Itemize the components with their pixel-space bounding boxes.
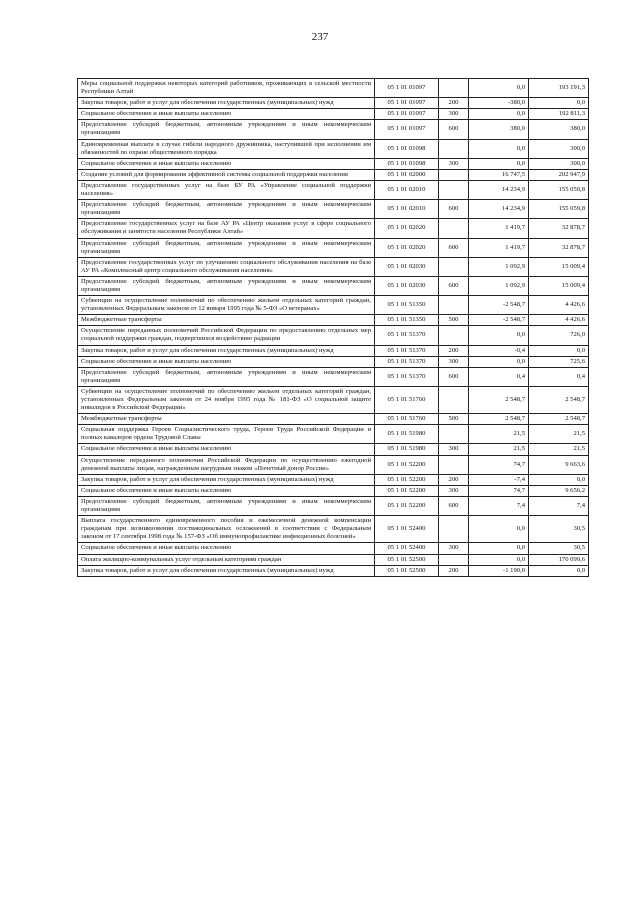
table-row: [78, 120, 589, 139]
amount-total-cell: 0,0: [529, 565, 589, 576]
expense-type-cell: [439, 169, 469, 180]
target-code-cell: 05 1 01 51370: [375, 356, 439, 367]
target-code-cell: 05 1 01 51980: [375, 444, 439, 455]
target-code-cell: 05 1 01 52200: [375, 474, 439, 485]
amount-total-cell: 4 426,6: [529, 296, 589, 315]
amount-total-cell: 726,0: [529, 326, 589, 345]
target-code-cell: 05 1 01 51370: [375, 367, 439, 386]
expense-name-cell: Меры социальной поддержки некоторых категорий работников, проживающих в сельской местности Республики Алтай: [78, 79, 375, 98]
table-row: [78, 276, 589, 295]
target-code-cell: 05 1 01 02020: [375, 238, 439, 257]
table-row: [78, 200, 589, 219]
amount-change-cell: 0,0: [469, 554, 529, 565]
target-code-cell: 05 1 01 52200: [375, 485, 439, 496]
amount-total-cell: 15 009,4: [529, 276, 589, 295]
expense-name-cell: Предоставление субсидий бюджетным, автономным учреждениям и иным некоммерческим организациям: [78, 200, 375, 219]
amount-change-cell: 1 419,7: [469, 238, 529, 257]
expense-name-cell: Межбюджетные трансферты: [78, 315, 375, 326]
table-row: [78, 169, 589, 180]
amount-total-cell: 155 059,8: [529, 180, 589, 199]
amount-change-cell: 0,0: [469, 139, 529, 158]
table-row: [78, 139, 589, 158]
expense-type-cell: 300: [439, 356, 469, 367]
amount-change-cell: 0,0: [469, 158, 529, 169]
target-code-cell: 05 1 01 51370: [375, 326, 439, 345]
table-row: [78, 496, 589, 515]
expense-name-cell: Предоставление субсидий бюджетным, автономным учреждениям и иным некоммерческим организациям: [78, 367, 375, 386]
expense-type-cell: 200: [439, 98, 469, 109]
amount-total-cell: 9 663,6: [529, 455, 589, 474]
amount-change-cell: 0,0: [469, 109, 529, 120]
expense-type-cell: 500: [439, 315, 469, 326]
expense-name-cell: Предоставление государственных услуг на базе БУ РА «Управление социальной поддержки населения»: [78, 180, 375, 199]
target-code-cell: 05 1 01 01097: [375, 120, 439, 139]
expense-type-cell: 200: [439, 474, 469, 485]
target-code-cell: 05 1 01 02020: [375, 219, 439, 238]
table-row: [78, 257, 589, 276]
amount-change-cell: 0,0: [469, 516, 529, 543]
expense-name-cell: Предоставление субсидий бюджетным, автономным учреждениям и иным некоммерческим организациям: [78, 120, 375, 139]
expense-type-cell: [439, 257, 469, 276]
amount-total-cell: 202 947,9: [529, 169, 589, 180]
expense-type-cell: [439, 219, 469, 238]
target-code-cell: 05 1 01 01098: [375, 139, 439, 158]
expense-name-cell: Социальное обеспечение и иные выплаты населению: [78, 109, 375, 120]
expense-name-cell: Социальная поддержка Героев Социалистического труда, Героев Труда Российской Федерации и полных кавалеров ордена Трудовой Славы: [78, 425, 375, 444]
expense-type-cell: [439, 554, 469, 565]
table-row: [78, 444, 589, 455]
amount-total-cell: 7,4: [529, 496, 589, 515]
expense-type-cell: 300: [439, 543, 469, 554]
amount-total-cell: 725,6: [529, 356, 589, 367]
expense-type-cell: 200: [439, 565, 469, 576]
amount-change-cell: 0,0: [469, 543, 529, 554]
expense-type-cell: 200: [439, 345, 469, 356]
amount-change-cell: 2 548,7: [469, 386, 529, 413]
page-number: 237: [311, 31, 329, 43]
target-code-cell: 05 1 01 01097: [375, 98, 439, 109]
expense-type-cell: [439, 326, 469, 345]
target-code-cell: 05 1 01 01098: [375, 158, 439, 169]
target-code-cell: 05 1 01 51370: [375, 345, 439, 356]
amount-change-cell: -2 548,7: [469, 296, 529, 315]
expense-name-cell: Создание условий для формирования эффективной системы социальной поддержки населения: [78, 169, 375, 180]
amount-change-cell: 2 548,7: [469, 414, 529, 425]
expense-type-cell: [439, 425, 469, 444]
table-row: [78, 554, 589, 565]
expense-name-cell: Закупка товаров, работ и услуг для обеспечения государственных (муниципальных) нужд: [78, 345, 375, 356]
expense-type-cell: 300: [439, 485, 469, 496]
target-code-cell: 05 1 01 52500: [375, 565, 439, 576]
amount-total-cell: 32 878,7: [529, 238, 589, 257]
target-code-cell: 05 1 01 52200: [375, 496, 439, 515]
expense-type-cell: 600: [439, 276, 469, 295]
amount-total-cell: 192 811,3: [529, 109, 589, 120]
amount-change-cell: 0,0: [469, 356, 529, 367]
budget-table: [77, 78, 589, 577]
amount-change-cell: 16 747,5: [469, 169, 529, 180]
amount-total-cell: 0,0: [529, 98, 589, 109]
expense-name-cell: Закупка товаров, работ и услуг для обеспечения государственных (муниципальных) нужд: [78, 98, 375, 109]
amount-total-cell: 0,4: [529, 367, 589, 386]
amount-change-cell: 0,4: [469, 367, 529, 386]
expense-name-cell: Оплата жилищно-коммунальных услуг отдельным категориям граждан: [78, 554, 375, 565]
expense-name-cell: Закупка товаров, работ и услуг для обеспечения государственных (муниципальных) нужд: [78, 565, 375, 576]
target-code-cell: 05 1 01 52500: [375, 554, 439, 565]
table-row: [78, 98, 589, 109]
table-row: [78, 386, 589, 413]
amount-total-cell: 2 548,7: [529, 386, 589, 413]
expense-name-cell: Межбюджетные трансферты: [78, 414, 375, 425]
amount-total-cell: 32 878,7: [529, 219, 589, 238]
amount-change-cell: -2 548,7: [469, 315, 529, 326]
table-row: [78, 238, 589, 257]
table-row: [78, 345, 589, 356]
table-row: [78, 565, 589, 576]
amount-change-cell: 1 092,9: [469, 276, 529, 295]
table-row: [78, 367, 589, 386]
table-row: [78, 296, 589, 315]
amount-change-cell: 21,5: [469, 444, 529, 455]
target-code-cell: 05 1 01 51760: [375, 414, 439, 425]
amount-total-cell: 15 009,4: [529, 257, 589, 276]
amount-change-cell: 21,5: [469, 425, 529, 444]
amount-total-cell: 193 191,3: [529, 79, 589, 98]
amount-change-cell: 0,0: [469, 326, 529, 345]
target-code-cell: 05 1 01 51760: [375, 386, 439, 413]
amount-change-cell: -0,4: [469, 345, 529, 356]
amount-change-cell: 1 419,7: [469, 219, 529, 238]
table-row: [78, 180, 589, 199]
expense-name-cell: Субвенции на осуществление полномочий по обеспечению жильем отдельных категорий граждан, установленных Федеральным законом от 24 ноября 1995 года № 181-ФЗ «О социальной защите инвалидов в Российской Федерации»: [78, 386, 375, 413]
target-code-cell: 05 1 01 51350: [375, 296, 439, 315]
target-code-cell: 05 1 01 02030: [375, 257, 439, 276]
table-row: [78, 79, 589, 98]
amount-total-cell: 30,5: [529, 516, 589, 543]
expense-type-cell: [439, 386, 469, 413]
table-row: [78, 109, 589, 120]
amount-total-cell: 2 548,7: [529, 414, 589, 425]
expense-name-cell: Социальное обеспечение и иные выплаты населению: [78, 356, 375, 367]
amount-change-cell: 7,4: [469, 496, 529, 515]
table-row: [78, 455, 589, 474]
target-code-cell: 05 1 01 52400: [375, 516, 439, 543]
expense-type-cell: 300: [439, 444, 469, 455]
amount-change-cell: -7,4: [469, 474, 529, 485]
expense-type-cell: [439, 79, 469, 98]
table-row: [78, 516, 589, 543]
amount-change-cell: 1 092,9: [469, 257, 529, 276]
expense-name-cell: Социальное обеспечение и иные выплаты населению: [78, 158, 375, 169]
table-row: [78, 356, 589, 367]
expense-type-cell: [439, 455, 469, 474]
amount-change-cell: 74,7: [469, 485, 529, 496]
table-row: [78, 158, 589, 169]
expense-name-cell: Предоставление субсидий бюджетным, автономным учреждениям и иным некоммерческим организациям: [78, 496, 375, 515]
amount-change-cell: -1 190,0: [469, 565, 529, 576]
expense-type-cell: 600: [439, 367, 469, 386]
target-code-cell: 05 1 01 52200: [375, 455, 439, 474]
amount-change-cell: 0,0: [469, 79, 529, 98]
expense-name-cell: Социальное обеспечение и иные выплаты населению: [78, 485, 375, 496]
target-code-cell: 05 1 01 01097: [375, 109, 439, 120]
amount-total-cell: 155 059,8: [529, 200, 589, 219]
table-row: [78, 485, 589, 496]
amount-change-cell: 74,7: [469, 455, 529, 474]
expense-name-cell: Закупка товаров, работ и услуг для обеспечения государственных (муниципальных) нужд: [78, 474, 375, 485]
expense-name-cell: Осуществление переданного полномочия Российской Федерации по осуществлению ежегодной денежной выплаты лицам, награжденным нагрудным знаком «Почетный донор России»: [78, 455, 375, 474]
target-code-cell: 05 1 01 02010: [375, 180, 439, 199]
expense-name-cell: Предоставление государственных услуг по улучшению социального обслуживания населения на базе АУ РА «Комплексный центр социального обслуживания населения»: [78, 257, 375, 276]
expense-type-cell: [439, 296, 469, 315]
amount-total-cell: 0,0: [529, 345, 589, 356]
expense-name-cell: Предоставление государственных услуг на базе АУ РА «Центр оказания услуг в сфере социального обслуживания и занятости населения Республики Алтай»: [78, 219, 375, 238]
expense-name-cell: Осуществление переданных полномочий Российской Федерации по предоставлению отдельных мер социальной поддержки граждан, подвергшихся воздействию радиации: [78, 326, 375, 345]
table-row: [78, 474, 589, 485]
table-row: [78, 425, 589, 444]
expense-type-cell: 500: [439, 414, 469, 425]
expense-type-cell: 600: [439, 496, 469, 515]
target-code-cell: 05 1 01 02000: [375, 169, 439, 180]
expense-type-cell: 600: [439, 238, 469, 257]
amount-total-cell: 30,5: [529, 543, 589, 554]
expense-type-cell: [439, 139, 469, 158]
table-row: [78, 543, 589, 554]
expense-type-cell: 300: [439, 109, 469, 120]
amount-total-cell: 4 426,6: [529, 315, 589, 326]
target-code-cell: 05 1 01 51980: [375, 425, 439, 444]
amount-total-cell: 21,5: [529, 444, 589, 455]
amount-total-cell: 21,5: [529, 425, 589, 444]
expense-name-cell: Социальное обеспечение и иные выплаты населению: [78, 444, 375, 455]
amount-change-cell: 380,0: [469, 120, 529, 139]
expense-type-cell: 300: [439, 158, 469, 169]
target-code-cell: 05 1 01 01097: [375, 79, 439, 98]
expense-type-cell: [439, 516, 469, 543]
table-row: [78, 326, 589, 345]
amount-total-cell: 300,0: [529, 139, 589, 158]
table-row: [78, 315, 589, 326]
amount-change-cell: 14 234,9: [469, 200, 529, 219]
expense-name-cell: Социальное обеспечение и иные выплаты населению: [78, 543, 375, 554]
amount-total-cell: 300,0: [529, 158, 589, 169]
budget-table-body: [78, 79, 589, 577]
expense-type-cell: [439, 180, 469, 199]
amount-change-cell: -380,0: [469, 98, 529, 109]
expense-name-cell: Субвенции на осуществление полномочий по обеспечению жильем отдельных категорий граждан, установленных Федеральным законом от 12 января 1995 года № 5-ФЗ «О ветеранах»: [78, 296, 375, 315]
expense-name-cell: Единовременная выплата в случае гибели народного дружинника, наступившей при исполнении им обязанностей по охране общественного порядка: [78, 139, 375, 158]
expense-name-cell: Предоставление субсидий бюджетным, автономным учреждениям и иным некоммерческим организациям: [78, 276, 375, 295]
amount-total-cell: 380,0: [529, 120, 589, 139]
expense-name-cell: Выплата государственного единовременного пособия и ежемесячной денежной компенсации гражданам при возникновении поствакцинальных осложнений в соответствии с Федеральным законом от 17 сентября 1998 года № 157-ФЗ «Об иммунопрофилактике инфекционных болезней»: [78, 516, 375, 543]
amount-total-cell: 9 656,2: [529, 485, 589, 496]
expense-type-cell: 600: [439, 200, 469, 219]
amount-change-cell: 14 234,9: [469, 180, 529, 199]
target-code-cell: 05 1 01 02010: [375, 200, 439, 219]
target-code-cell: 05 1 01 02030: [375, 276, 439, 295]
target-code-cell: 05 1 01 51350: [375, 315, 439, 326]
table-row: [78, 414, 589, 425]
amount-total-cell: 0,0: [529, 474, 589, 485]
amount-total-cell: 170 099,6: [529, 554, 589, 565]
target-code-cell: 05 1 01 52400: [375, 543, 439, 554]
table-row: [78, 219, 589, 238]
expense-type-cell: 600: [439, 120, 469, 139]
expense-name-cell: Предоставление субсидий бюджетным, автономным учреждениям и иным некоммерческим организациям: [78, 238, 375, 257]
